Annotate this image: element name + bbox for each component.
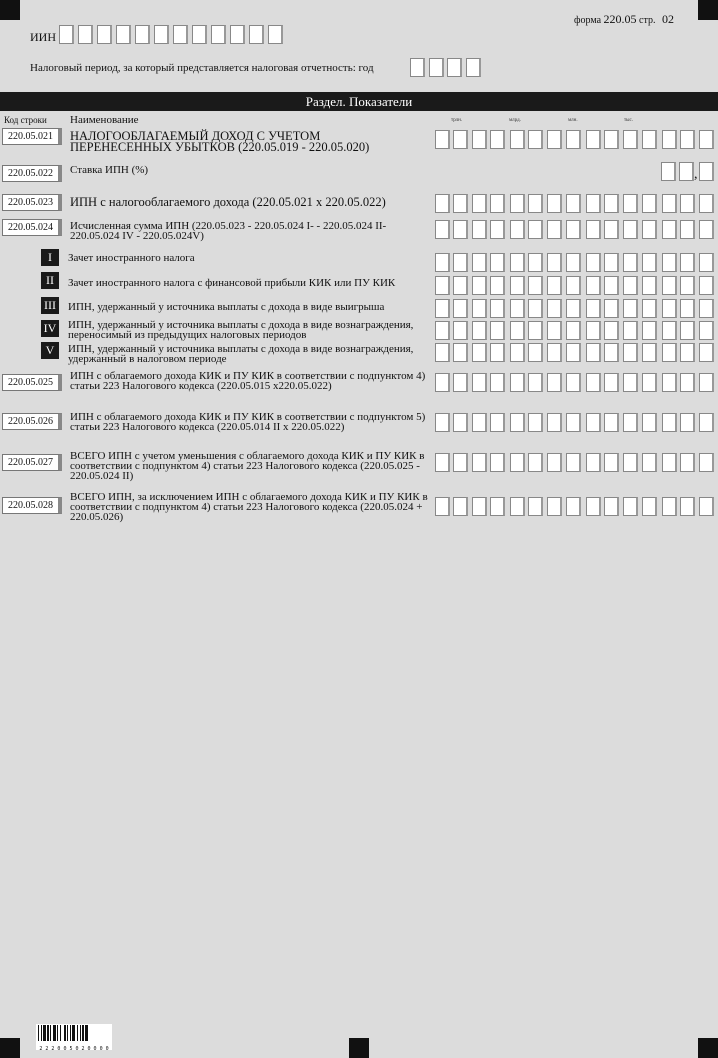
- amount-digit-cell[interactable]: [586, 453, 601, 472]
- amount-digit-cell[interactable]: [435, 253, 450, 272]
- amount-digit-cell[interactable]: [642, 253, 657, 272]
- amount-digit-cell[interactable]: [472, 130, 487, 149]
- amount-digit-cell[interactable]: [547, 373, 562, 392]
- amount-digit-cell[interactable]: [547, 220, 562, 239]
- amount-digit-cell[interactable]: [510, 299, 525, 318]
- iin-digit-cell[interactable]: [59, 25, 74, 44]
- amount-digit-cell[interactable]: [680, 453, 695, 472]
- amount-digit-cell[interactable]: [662, 413, 677, 432]
- amount-digit-cell[interactable]: [604, 413, 619, 432]
- amount-digit-cell[interactable]: [547, 299, 562, 318]
- amount-digit-cell[interactable]: [604, 276, 619, 295]
- amount-digit-cell[interactable]: [435, 321, 450, 340]
- period-label: Налоговый период, за который представляется налоговая отчетность: год: [30, 62, 374, 74]
- amount-digit-cell[interactable]: [623, 373, 638, 392]
- amount-digit-cell[interactable]: [510, 194, 525, 213]
- amount-digit-cell[interactable]: [623, 220, 638, 239]
- amount-digit-cell[interactable]: [435, 276, 450, 295]
- barcode-bars: [36, 1024, 112, 1041]
- amount-digit-cell[interactable]: [699, 321, 714, 340]
- amount-digit-cell[interactable]: [586, 373, 601, 392]
- amount-digit-cell[interactable]: [547, 453, 562, 472]
- amount-digit-cell[interactable]: [510, 453, 525, 472]
- form-label: форма: [574, 15, 602, 26]
- amount-digit-cell[interactable]: [680, 321, 695, 340]
- amount-digit-cell[interactable]: [662, 497, 677, 516]
- amount-digit-cell[interactable]: [586, 299, 601, 318]
- amount-digit-cell[interactable]: [547, 343, 562, 362]
- amount-digit-cell[interactable]: [642, 453, 657, 472]
- amount-digit-cell[interactable]: [490, 130, 505, 149]
- amount-digit-cell[interactable]: [586, 130, 601, 149]
- amount-digit-cell[interactable]: [623, 276, 638, 295]
- amount-digit-cell[interactable]: [490, 453, 505, 472]
- row-label: ИПН, удержанный у источника выплаты с дохода в виде вознаграждения, переносимый из предыдущих налоговых периодов: [68, 319, 414, 341]
- amount-digit-cell[interactable]: [623, 130, 638, 149]
- amount-digit-cell[interactable]: [662, 194, 677, 213]
- row-roman-numeral: I: [41, 249, 59, 266]
- amount-digit-cell[interactable]: [510, 130, 525, 149]
- iin-digit-cell[interactable]: [135, 25, 150, 44]
- decimal-comma: ,: [694, 167, 698, 182]
- amount-digit-cell[interactable]: [472, 194, 487, 213]
- amount-digit-cell[interactable]: [490, 343, 505, 362]
- rate-digit-cell[interactable]: [699, 162, 714, 181]
- amount-digit-cell[interactable]: [699, 343, 714, 362]
- page-label: стр.: [639, 15, 656, 26]
- amount-digit-cell[interactable]: [528, 194, 543, 213]
- amount-digit-cell[interactable]: [528, 276, 543, 295]
- amount-digit-cell[interactable]: [586, 194, 601, 213]
- amount-digit-cell[interactable]: [566, 321, 581, 340]
- amount-digit-cell[interactable]: [490, 413, 505, 432]
- row-label: Ставка ИПН (%): [70, 164, 149, 176]
- amount-digit-cell[interactable]: [642, 276, 657, 295]
- unit-trillion: трлн.: [451, 118, 463, 123]
- amount-digit-cell[interactable]: [623, 413, 638, 432]
- row-roman-numeral: IV: [41, 320, 59, 337]
- amount-digit-cell[interactable]: [642, 194, 657, 213]
- amount-digit-cell[interactable]: [547, 497, 562, 516]
- amount-digit-cell[interactable]: [604, 220, 619, 239]
- amount-digit-cell[interactable]: [604, 130, 619, 149]
- amount-digit-cell[interactable]: [435, 453, 450, 472]
- amount-digit-cell[interactable]: [453, 343, 468, 362]
- iin-digit-cell[interactable]: [211, 25, 226, 44]
- corner-marker-bottom-left: [0, 1038, 20, 1058]
- amount-digit-cell[interactable]: [623, 497, 638, 516]
- amount-digit-cell[interactable]: [435, 413, 450, 432]
- iin-digit-cell[interactable]: [192, 25, 207, 44]
- corner-marker-top-left: [0, 0, 20, 20]
- row-label: ИПН с налогооблагаемого дохода (220.05.021 x 220.05.022): [70, 195, 386, 209]
- iin-digit-cell[interactable]: [249, 25, 264, 44]
- amount-digit-cell[interactable]: [453, 497, 468, 516]
- amount-digit-cell[interactable]: [699, 373, 714, 392]
- amount-digit-cell[interactable]: [604, 194, 619, 213]
- amount-digit-cell[interactable]: [472, 453, 487, 472]
- amount-digit-cell[interactable]: [642, 299, 657, 318]
- row-label: ИПН с облагаемого дохода КИК и ПУ КИК в соответствии с подпунктом 5) статьи 223 Налогового кодекса (220.05.014 II x 220.05.022): [70, 411, 426, 433]
- amount-digit-cell[interactable]: [472, 497, 487, 516]
- row-label: ИПН с облагаемого дохода КИК и ПУ КИК в соответствии с подпунктом 4) статьи 223 Налогового кодекса (220.05.015 x220.05.022): [70, 370, 426, 392]
- iin-digit-cell[interactable]: [173, 25, 188, 44]
- row-code: 220.05.027: [2, 454, 62, 471]
- amount-digit-cell[interactable]: [642, 321, 657, 340]
- amount-digit-cell[interactable]: [604, 497, 619, 516]
- amount-digit-cell[interactable]: [490, 321, 505, 340]
- amount-digit-cell[interactable]: [453, 373, 468, 392]
- rate-digit-cell[interactable]: [661, 162, 676, 181]
- amount-digit-cell[interactable]: [566, 276, 581, 295]
- amount-digit-cell[interactable]: [547, 413, 562, 432]
- amount-digit-cell[interactable]: [680, 343, 695, 362]
- amount-digit-cell[interactable]: [566, 343, 581, 362]
- amount-digit-cell[interactable]: [547, 130, 562, 149]
- amount-digit-cell[interactable]: [642, 497, 657, 516]
- row-label: ВСЕГО ИПН, за исключением ИПН с облагаемого дохода КИК и ПУ КИК в соответствии с подпунктом 4) статьи 223 Налогового кодекса (220.05.024 + 220.05.026): [70, 491, 428, 523]
- row-label: НАЛОГООБЛАГАЕМЫЙ ДОХОД С УЧЕТОМ ПЕРЕНЕСЕННЫХ УБЫТКОВ (220.05.019 - 220.05.020): [70, 129, 370, 154]
- amount-digit-cell[interactable]: [490, 253, 505, 272]
- amount-digit-cell[interactable]: [490, 497, 505, 516]
- section-header: Раздел. Показатели: [0, 92, 718, 111]
- amount-digit-cell[interactable]: [662, 253, 677, 272]
- form-number: 220.05: [603, 12, 637, 26]
- amount-digit-cell[interactable]: [662, 299, 677, 318]
- amount-digit-cell[interactable]: [472, 373, 487, 392]
- amount-digit-cell[interactable]: [586, 497, 601, 516]
- amount-digit-cell[interactable]: [566, 220, 581, 239]
- row-label: ИПН, удержанный у источника выплаты с дохода в виде выигрыша: [68, 301, 385, 313]
- amount-digit-cell[interactable]: [699, 130, 714, 149]
- amount-digit-cell[interactable]: [528, 130, 543, 149]
- amount-digit-cell[interactable]: [510, 343, 525, 362]
- amount-digit-cell[interactable]: [642, 220, 657, 239]
- amount-digit-cell[interactable]: [699, 253, 714, 272]
- amount-digit-cell[interactable]: [699, 220, 714, 239]
- corner-marker-top-right: [698, 0, 718, 20]
- unit-million: млн.: [568, 118, 578, 123]
- row-label: Зачет иностранного налога с финансовой прибыли КИК или ПУ КИК: [68, 277, 396, 289]
- amount-digit-cell[interactable]: [662, 343, 677, 362]
- amount-digit-cell[interactable]: [586, 276, 601, 295]
- amount-digit-cell[interactable]: [510, 253, 525, 272]
- form-number-header: [574, 12, 674, 27]
- iin-digit-cell[interactable]: [97, 25, 112, 44]
- amount-digit-cell[interactable]: [604, 343, 619, 362]
- amount-digit-cell[interactable]: [680, 130, 695, 149]
- amount-digit-cell[interactable]: [662, 373, 677, 392]
- amount-digit-cell[interactable]: [472, 321, 487, 340]
- amount-digit-cell[interactable]: [680, 276, 695, 295]
- iin-digit-cell[interactable]: [230, 25, 245, 44]
- amount-digit-cell[interactable]: [680, 194, 695, 213]
- amount-digit-cell[interactable]: [662, 130, 677, 149]
- amount-digit-cell[interactable]: [604, 253, 619, 272]
- amount-digit-cell[interactable]: [604, 321, 619, 340]
- amount-digit-cell[interactable]: [566, 194, 581, 213]
- amount-digit-cell[interactable]: [547, 321, 562, 340]
- row-code: 220.05.026: [2, 413, 62, 430]
- amount-digit-cell[interactable]: [510, 373, 525, 392]
- amount-digit-cell[interactable]: [699, 276, 714, 295]
- amount-digit-cell[interactable]: [623, 321, 638, 340]
- rate-digit-cell[interactable]: [679, 162, 694, 181]
- amount-digit-cell[interactable]: [604, 299, 619, 318]
- iin-digit-cell[interactable]: [116, 25, 131, 44]
- amount-digit-cell[interactable]: [435, 130, 450, 149]
- amount-digit-cell[interactable]: [510, 321, 525, 340]
- amount-digit-cell[interactable]: [435, 343, 450, 362]
- amount-digit-cell[interactable]: [435, 299, 450, 318]
- iin-digit-cell[interactable]: [154, 25, 169, 44]
- amount-digit-cell[interactable]: [586, 253, 601, 272]
- amount-digit-cell[interactable]: [586, 413, 601, 432]
- amount-digit-cell[interactable]: [435, 194, 450, 213]
- amount-digit-cell[interactable]: [472, 253, 487, 272]
- amount-digit-cell[interactable]: [642, 373, 657, 392]
- amount-digit-cell[interactable]: [528, 321, 543, 340]
- amount-digit-cell[interactable]: [547, 276, 562, 295]
- period-year-digit-cell[interactable]: [429, 58, 444, 77]
- row-code: 220.05.024: [2, 219, 62, 236]
- amount-digit-cell[interactable]: [566, 373, 581, 392]
- barcode-digits: 2 2 2 0 0 5 0 2 0 0 0 0: [39, 1046, 109, 1052]
- corner-marker-bottom-right: [698, 1038, 718, 1058]
- iin-digit-cell[interactable]: [78, 25, 93, 44]
- amount-digit-cell[interactable]: [586, 321, 601, 340]
- amount-digit-cell[interactable]: [435, 220, 450, 239]
- amount-digit-cell[interactable]: [510, 413, 525, 432]
- amount-digit-cell[interactable]: [586, 343, 601, 362]
- amount-digit-cell[interactable]: [680, 220, 695, 239]
- amount-digit-cell[interactable]: [680, 253, 695, 272]
- amount-digit-cell[interactable]: [623, 299, 638, 318]
- row-label: Зачет иностранного налога: [68, 252, 195, 264]
- row-code: 220.05.025: [2, 374, 62, 391]
- amount-digit-cell[interactable]: [699, 194, 714, 213]
- row-code: 220.05.021: [2, 128, 62, 145]
- amount-digit-cell[interactable]: [453, 321, 468, 340]
- amount-digit-cell[interactable]: [604, 453, 619, 472]
- amount-digit-cell[interactable]: [453, 413, 468, 432]
- row-code: 220.05.028: [2, 497, 62, 514]
- amount-digit-cell[interactable]: [490, 299, 505, 318]
- amount-digit-cell[interactable]: [623, 453, 638, 472]
- amount-digit-cell[interactable]: [680, 299, 695, 318]
- amount-digit-cell[interactable]: [510, 220, 525, 239]
- iin-digit-cell[interactable]: [268, 25, 283, 44]
- row-roman-numeral: II: [41, 272, 59, 289]
- amount-digit-cell[interactable]: [662, 276, 677, 295]
- amount-digit-cell[interactable]: [680, 373, 695, 392]
- amount-digit-cell[interactable]: [528, 497, 543, 516]
- amount-digit-cell[interactable]: [528, 220, 543, 239]
- amount-digit-cell[interactable]: [528, 373, 543, 392]
- amount-digit-cell[interactable]: [623, 253, 638, 272]
- amount-digit-cell[interactable]: [528, 299, 543, 318]
- amount-digit-cell[interactable]: [490, 220, 505, 239]
- row-code: 220.05.023: [2, 194, 62, 211]
- amount-digit-cell[interactable]: [435, 497, 450, 516]
- period-year-digit-cell[interactable]: [466, 58, 481, 77]
- amount-digit-cell[interactable]: [528, 453, 543, 472]
- barcode: [36, 1024, 112, 1050]
- amount-digit-cell[interactable]: [662, 453, 677, 472]
- amount-digit-cell[interactable]: [472, 299, 487, 318]
- amount-digit-cell[interactable]: [642, 343, 657, 362]
- amount-digit-cell[interactable]: [453, 299, 468, 318]
- amount-digit-cell[interactable]: [680, 497, 695, 516]
- period-year-digit-cell[interactable]: [447, 58, 462, 77]
- amount-digit-cell[interactable]: [510, 276, 525, 295]
- unit-thousand: тыс.: [624, 118, 634, 123]
- amount-digit-cell[interactable]: [604, 373, 619, 392]
- amount-digit-cell[interactable]: [490, 276, 505, 295]
- amount-digit-cell[interactable]: [662, 220, 677, 239]
- amount-digit-cell[interactable]: [680, 413, 695, 432]
- amount-digit-cell[interactable]: [453, 130, 468, 149]
- amount-digit-cell[interactable]: [566, 253, 581, 272]
- amount-digit-cell[interactable]: [642, 130, 657, 149]
- amount-digit-cell[interactable]: [699, 497, 714, 516]
- amount-digit-cell[interactable]: [490, 194, 505, 213]
- amount-digit-cell[interactable]: [435, 373, 450, 392]
- amount-digit-cell[interactable]: [472, 343, 487, 362]
- amount-digit-cell[interactable]: [623, 194, 638, 213]
- amount-digit-cell[interactable]: [699, 413, 714, 432]
- amount-digit-cell[interactable]: [547, 253, 562, 272]
- amount-digit-cell[interactable]: [566, 413, 581, 432]
- amount-digit-cell[interactable]: [547, 194, 562, 213]
- unit-billion: млрд.: [509, 118, 521, 123]
- period-year-digit-cell[interactable]: [410, 58, 425, 77]
- amount-digit-cell[interactable]: [623, 343, 638, 362]
- amount-digit-cell[interactable]: [472, 413, 487, 432]
- amount-digit-cell[interactable]: [566, 130, 581, 149]
- amount-digit-cell[interactable]: [472, 220, 487, 239]
- amount-digit-cell[interactable]: [699, 453, 714, 472]
- amount-digit-cell[interactable]: [566, 497, 581, 516]
- row-roman-numeral: V: [41, 342, 59, 359]
- row-roman-numeral: III: [41, 297, 59, 314]
- amount-digit-cell[interactable]: [453, 453, 468, 472]
- corner-marker-bottom-center: [349, 1038, 369, 1058]
- row-label: ВСЕГО ИПН с учетом уменьшения с облагаемого дохода КИК и ПУ КИК в соответствии с подпунктом 4) статьи 223 Налогового кодекса (220.05.025 - 220.05.024 II): [70, 450, 425, 482]
- amount-digit-cell[interactable]: [453, 194, 468, 213]
- amount-digit-cell[interactable]: [453, 276, 468, 295]
- amount-digit-cell[interactable]: [528, 253, 543, 272]
- amount-digit-cell[interactable]: [490, 373, 505, 392]
- row-code: 220.05.022: [2, 165, 62, 182]
- amount-digit-cell[interactable]: [528, 343, 543, 362]
- code-column-header: Код строки: [4, 115, 47, 125]
- amount-digit-cell[interactable]: [662, 321, 677, 340]
- page-number: 02: [661, 12, 674, 26]
- amount-digit-cell[interactable]: [453, 220, 468, 239]
- row-label: Исчисленная сумма ИПН (220.05.023 - 220.05.024 I- - 220.05.024 II- 220.05.024 IV - 220.05.024V): [70, 220, 387, 242]
- amount-digit-cell[interactable]: [642, 413, 657, 432]
- amount-digit-cell[interactable]: [699, 299, 714, 318]
- amount-digit-cell[interactable]: [453, 253, 468, 272]
- amount-digit-cell[interactable]: [586, 220, 601, 239]
- amount-digit-cell[interactable]: [528, 413, 543, 432]
- iin-label: ИИН: [30, 30, 56, 44]
- row-label: ИПН, удержанный у источника выплаты с дохода в виде вознаграждения, удержанный в налоговом периоде: [68, 343, 414, 365]
- name-column-header: Наименование: [70, 114, 139, 126]
- amount-digit-cell[interactable]: [566, 453, 581, 472]
- amount-digit-cell[interactable]: [510, 497, 525, 516]
- amount-digit-cell[interactable]: [472, 276, 487, 295]
- amount-digit-cell[interactable]: [566, 299, 581, 318]
